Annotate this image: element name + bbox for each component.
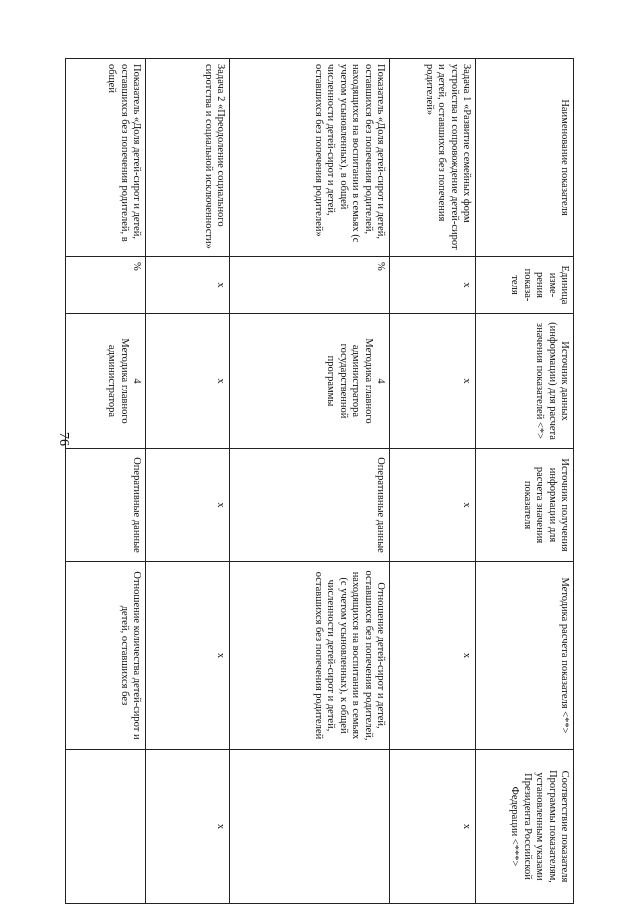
page-number: 76 bbox=[56, 432, 71, 446]
row-correspondence: x bbox=[390, 750, 476, 904]
row-data-source: Методика главного администратора bbox=[106, 338, 130, 424]
row-info-source: Оперативные данные bbox=[66, 449, 146, 562]
header-name: Наименование показателя bbox=[476, 59, 574, 257]
indicator-table bbox=[65, 58, 574, 904]
row-data-source: Методика главного администратора государственной программы bbox=[325, 338, 374, 424]
row-unit: % bbox=[66, 257, 146, 314]
row-unit: x bbox=[146, 257, 230, 314]
row-correspondence: x bbox=[146, 750, 230, 904]
row-unit: % bbox=[230, 257, 390, 314]
header-correspondence: Соответствие показателя Программы показателям, установленным указами Президента Российской Федерации <***> bbox=[476, 750, 574, 904]
table-row bbox=[66, 59, 146, 904]
header-unit: Единица изме-рения показа-теля bbox=[476, 257, 574, 314]
row-data-source-cell bbox=[66, 314, 146, 449]
table-row bbox=[230, 59, 390, 904]
header-data-source: Источник данных (информации) для расчета значения показателей <*> bbox=[476, 314, 574, 449]
row-data-source-num: 4 bbox=[375, 378, 386, 384]
row-info-source: Оперативные данные bbox=[230, 449, 390, 562]
header-method: Методика расчета показателя <**> bbox=[476, 562, 574, 750]
row-data-source: x bbox=[390, 314, 476, 449]
row-data-source-cell bbox=[230, 314, 390, 449]
row-data-source: x bbox=[146, 314, 230, 449]
row-unit: x bbox=[390, 257, 476, 314]
row-method: x bbox=[146, 562, 230, 750]
row-method: Отношение количества детей-сирот и детей, оставшихся без bbox=[66, 562, 146, 750]
row-name: Показатель «Доля детей-сирот и детей, оставшихся без попечения родителей, в общей bbox=[66, 59, 146, 257]
header-info-source: Источник получения информации для расчета значения показателя bbox=[476, 449, 574, 562]
table-header-row bbox=[476, 59, 574, 904]
row-correspondence bbox=[230, 750, 390, 904]
document-table-rotated bbox=[66, 58, 574, 903]
row-data-source-num: 4 bbox=[131, 378, 142, 384]
row-correspondence bbox=[66, 750, 146, 904]
table-row bbox=[146, 59, 230, 904]
row-name: Показатель «Доля детей-сирот и детей, оставшихся без попечения родителей, находящихся на воспитании в семьях (с учетом усыновленных), в общей численности детей-сирот и детей, оставшихся без попечения родителей» bbox=[230, 59, 390, 257]
row-method: Отношение детей-сирот и детей, оставшихся без попечения родителей, находящихся на воспитании в семьях (с учетом усыновленных), к общей численности детей-сирот и детей, оставшихся без попечения родителей bbox=[230, 562, 390, 750]
row-info-source: x bbox=[146, 449, 230, 562]
row-info-source: x bbox=[390, 449, 476, 562]
table-row bbox=[390, 59, 476, 904]
row-name: Задача 1 «Развитие семейных форм устройства и сопровождение детей-сирот и детей, оставшихся без попечения родителей» bbox=[390, 59, 476, 257]
row-method: x bbox=[390, 562, 476, 750]
row-name: Задача 2 «Преодоление социального сиротства и социальной исключенности» bbox=[146, 59, 230, 257]
